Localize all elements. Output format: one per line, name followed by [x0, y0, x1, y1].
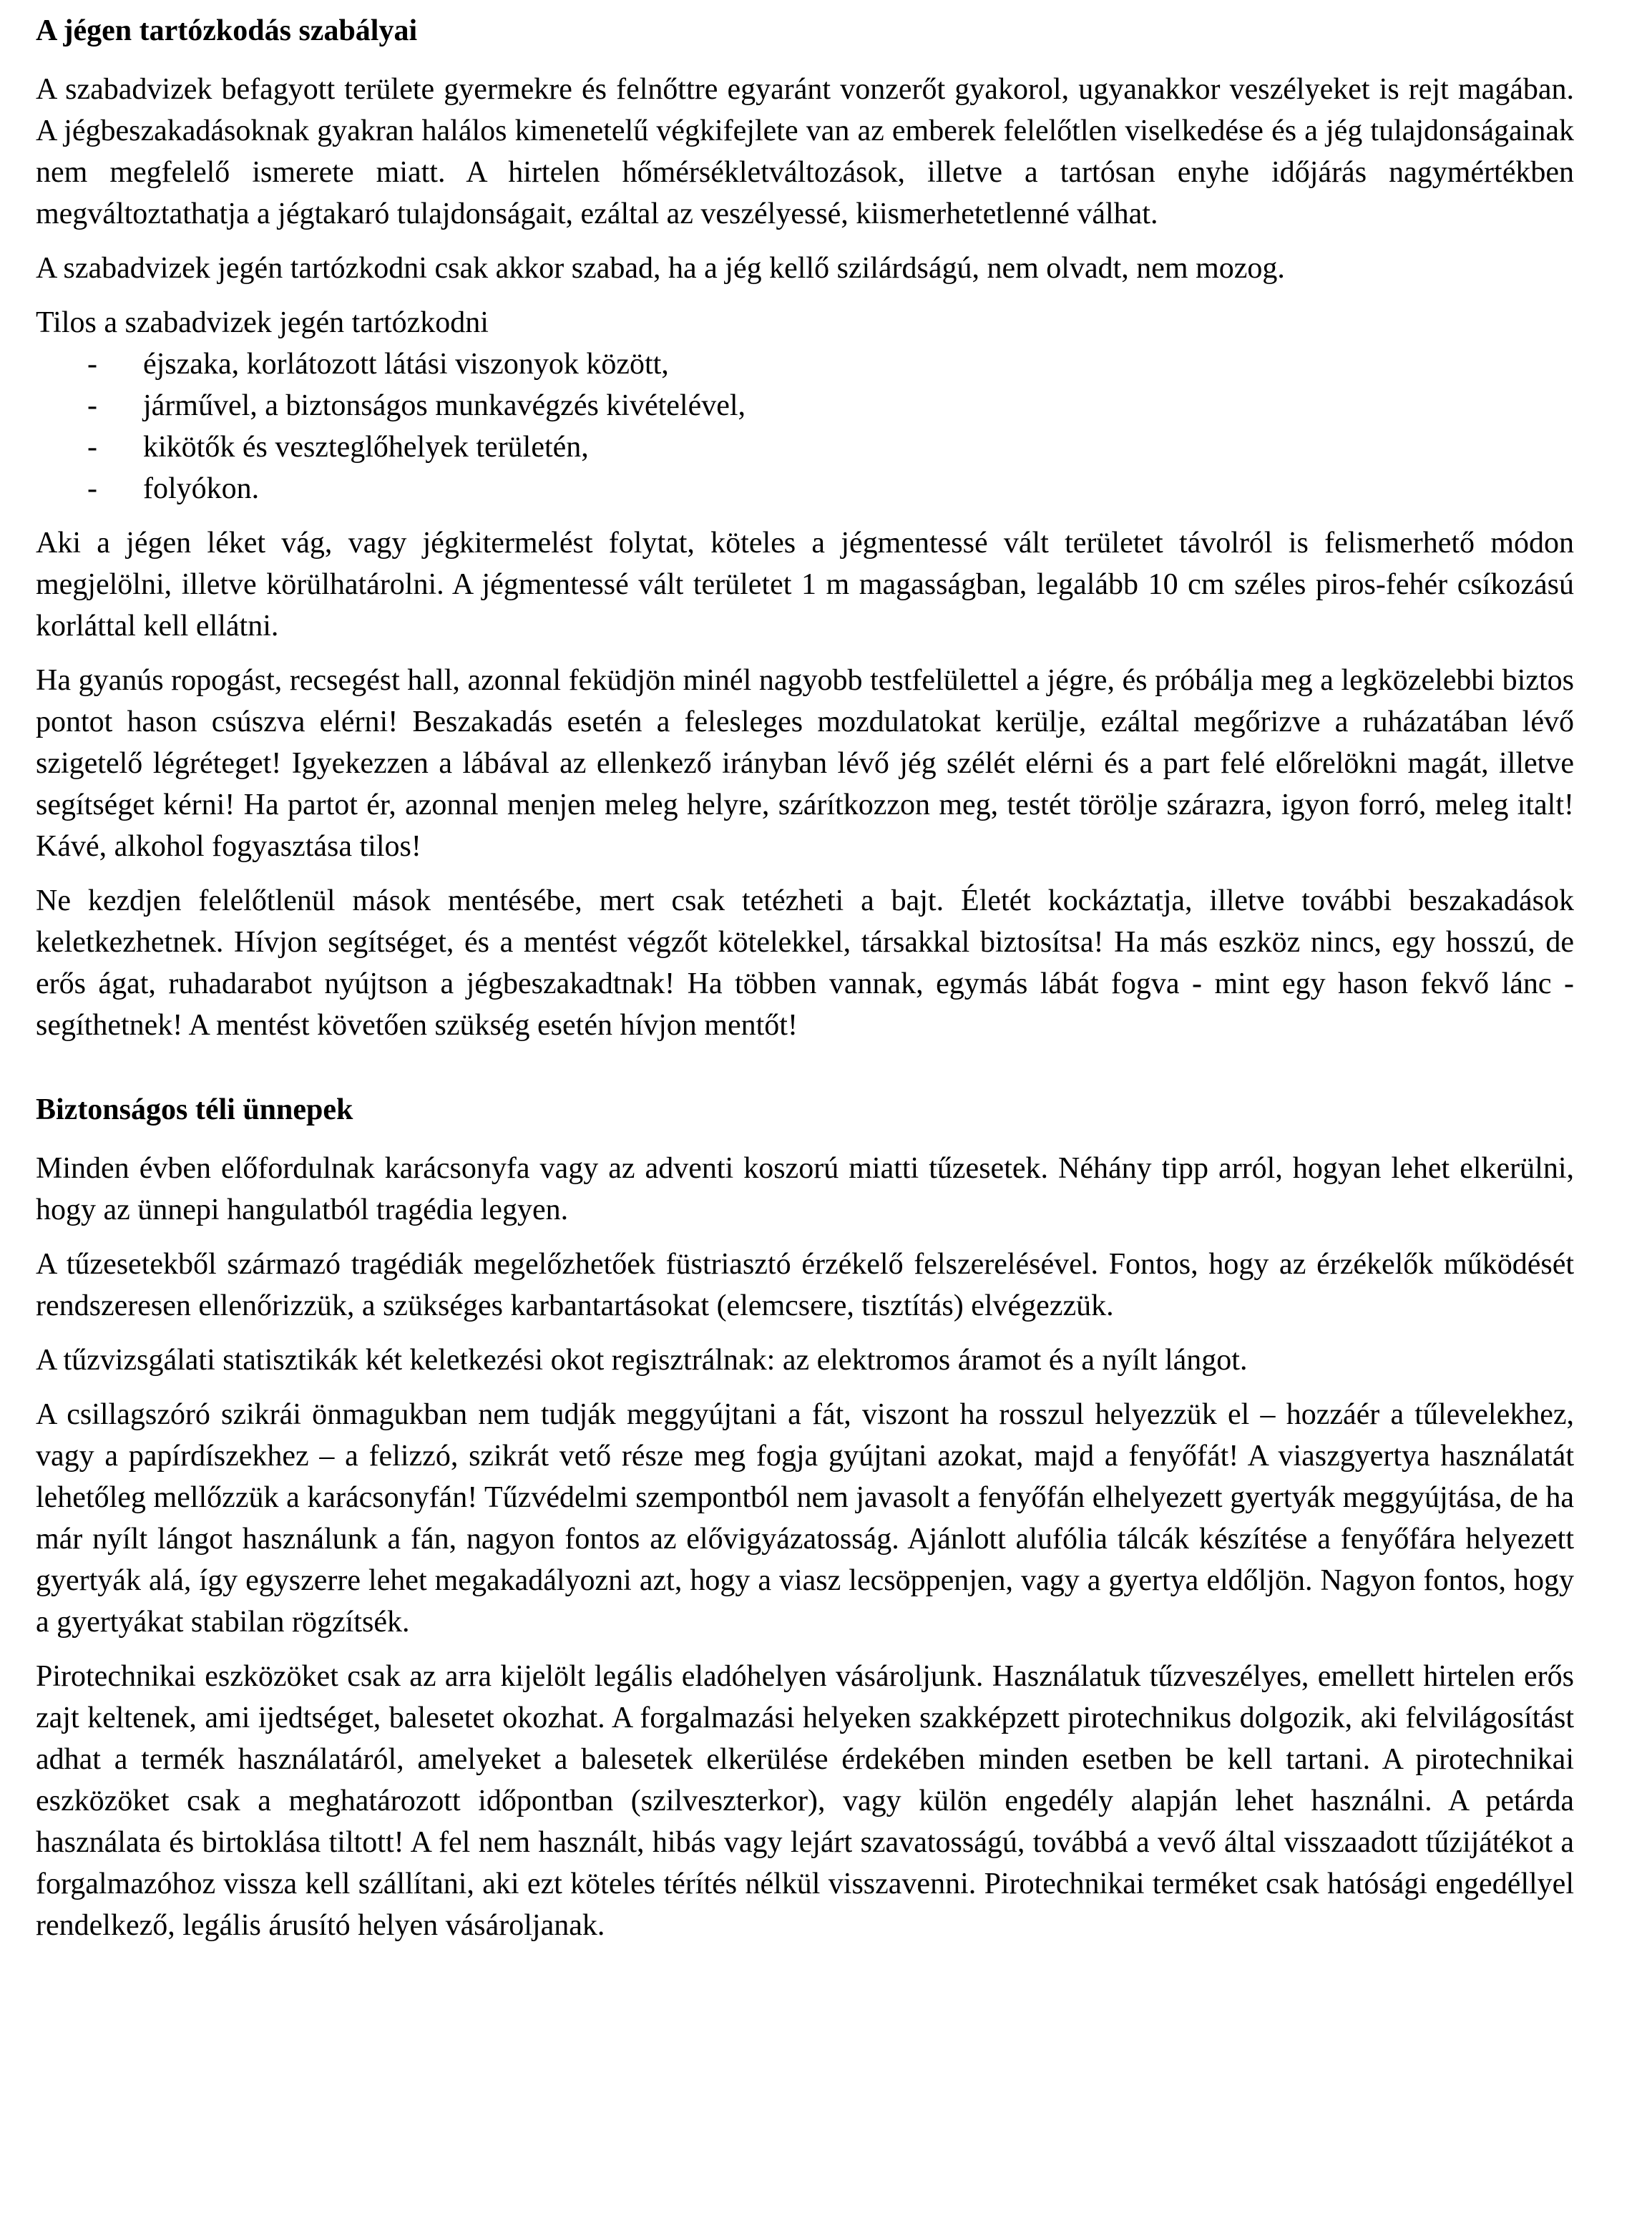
- list-dash: -: [87, 389, 97, 422]
- paragraph-pyrotechnics: Pirotechnikai eszközöket csak az arra kijelölt legális eladóhelyen vásároljunk. Használatuk tűzveszélyes, emellett hirtelen erős zajt keltenek, ami ijedtséget, balesetet okozhat. A forgalmazási helyeken szakképzett pirotechnikus dolgozik, aki felvilágosítást adhat a termék használatáról, amelyeket a balesetek elkerülése érdekében minden esetben be kell tartani. A pirotechnikai eszközöket csak a meghatározott időpontban (szilveszterkor), vagy külön engedély alapján lehet használni. A petárda használata és birtoklása tiltott! A fel nem használt, hibás vagy lejárt szavatosságú, továbbá a vevő által visszaadott tűzijátékot a forgalmazóhoz vissza kell szállítani, aki ezt köteles térítés nélkül visszavenni. Pirotechnikai terméket csak hatósági engedéllyel rendelkező, legális árusító helyen vásároljanak.: [36, 1660, 1574, 1942]
- list-dash: -: [87, 472, 97, 505]
- paragraph-smoke-detectors: A tűzesetekből származó tragédiák megelőzhetőek füstriasztó érzékelő felszerelésével. Fontos, hogy az érzékelők működését rendszeresen ellenőrizzük, a szükséges karbantartásokat (elemcsere, tisztítás) elvégezzük.: [36, 1248, 1574, 1322]
- winter-holidays-section: [36, 1089, 1574, 1946]
- list-item-text: folyókon.: [143, 472, 260, 505]
- paragraph-cracking-advice: Ha gyanús ropogást, recsegést hall, azonnal feküdjön minél nagyobb testfelülettel a jégre, és próbálja meg a legközelebbi biztos pontot hason csúszva elérni! Beszakadás esetén a felesleges mozdulatokat kerülje, ezáltal megőrizve a ruházatában lévő szigetelő légréteget! Igyekezzen a lábával az ellenkező irányban lévő jég szélét elérni és a part felé előrelökni magát, illetve segítséget kérni! Ha partot ér, azonnal menjen meleg helyre, szárítkozzon meg, testét törölje szárazra, igyon forró, meleg italt! Kávé, alkohol fogyasztása tilos!: [36, 664, 1574, 863]
- paragraph-sparklers-candles: A csillagszóró szikrái önmagukban nem tudják meggyújtani a fát, viszont ha rosszul helyezzük el – hozzáér a tűlevelekhez, vagy a papírdíszekhez – a felizzó, szikrát vető része meg fogja gyújtani azokat, majd a fenyőfát! A viaszgyertya használatát lehetőleg mellőzzük a karácsonyfán! Tűzvédelmi szempontból nem javasolt a fenyőfán elhelyezett gyertyák meggyújtása, de ha már nyílt lángot használunk a fán, nagyon fontos az elővigyázatosság. Ajánlott alufólia tálcák készítése a fenyőfára helyezett gyertyák alá, így egyszerre lehet megakadályozni azt, hogy a viasz lecsöppenjen, vagy a gyertya eldőljön. Nagyon fontos, hogy a gyertyákat stabilan rögzítsék.: [36, 1398, 1574, 1639]
- paragraph-hole-marking: Aki a jégen léket vág, vagy jégkitermelést folytat, köteles a jégmentessé vált területet távolról is felismerhető módon megjelölni, illetve körülhatárolni. A jégmentessé vált területet 1 m magasságban, legalább 10 cm széles piros-fehér csíkozású korláttal kell ellátni.: [36, 527, 1574, 643]
- list-item-text: kikötők és veszteglőhelyek területén,: [143, 431, 589, 464]
- list-dash: -: [87, 348, 97, 381]
- paragraph-holiday-fires: Minden évben előfordulnak karácsonyfa vagy az adventi koszorú miatti tűzesetek. Néhány tipp arról, hogyan lehet elkerülni, hogy az ünnepi hangulatból tragédia legyen.: [36, 1152, 1574, 1226]
- list-item: [36, 468, 1574, 509]
- list-item-text: éjszaka, korlátozott látási viszonyok között,: [143, 348, 669, 381]
- paragraph-ice-permission: A szabadvizek jegén tartózkodni csak akkor szabad, ha a jég kellő szilárdságú, nem olvadt, nem mozog.: [36, 252, 1285, 285]
- ice-safety-section: [36, 10, 1574, 1046]
- list-item: [36, 426, 1574, 468]
- list-item: [36, 343, 1574, 385]
- paragraph-rescue-advice: Ne kezdjen felelőtlenül mások mentésébe, mert csak tetézheti a bajt. Életét kockáztatja, illetve további beszakadások keletkezhetnek. Hívjon segítséget, és a mentést végzőt kötelekkel, társakkal biztosítsa! Ha más eszköz nincs, egy hosszú, de erős ágat, ruhadarabot nyújtson a jégbeszakadtnak! Ha többen vannak, egymás lábát fogva - mint egy hason fekvő lánc - segíthetnek! A mentést követően szükség esetén hívjon mentőt!: [36, 884, 1574, 1042]
- list-item-text: járművel, a biztonságos munkavégzés kivételével,: [143, 389, 746, 422]
- paragraph-ice-intro: A szabadvizek befagyott területe gyermekre és felnőttre egyaránt vonzerőt gyakorol, ugyanakkor veszélyeket is rejt magában. A jégbeszakadásoknak gyakran halálos kimenetelű végkifejlete van az emberek felelőtlen viselkedése és a jég tulajdonságainak nem megfelelő ismerete miatt. A hirtelen hőmérsékletváltozások, illetve a tartósan enyhe időjárás nagymértékben megváltoztathatja a jégtakaró tulajdonságait, ezáltal az veszélyessé, kiismerhetetlenné válhat.: [36, 73, 1574, 230]
- list-intro-prohibited: Tilos a szabadvizek jegén tartózkodni: [36, 306, 489, 339]
- document-page: [36, 10, 1574, 1959]
- section-title-winter-holidays: Biztonságos téli ünnepek: [36, 1093, 353, 1126]
- prohibited-list: [36, 343, 1574, 509]
- section-title-ice-rules: A jégen tartózkodás szabályai: [36, 14, 418, 47]
- list-item: [36, 385, 1574, 426]
- list-dash: -: [87, 431, 97, 464]
- paragraph-fire-statistics: A tűzvizsgálati statisztikák két keletkezési okot regisztrálnak: az elektromos áramot és a nyílt lángot.: [36, 1344, 1248, 1377]
